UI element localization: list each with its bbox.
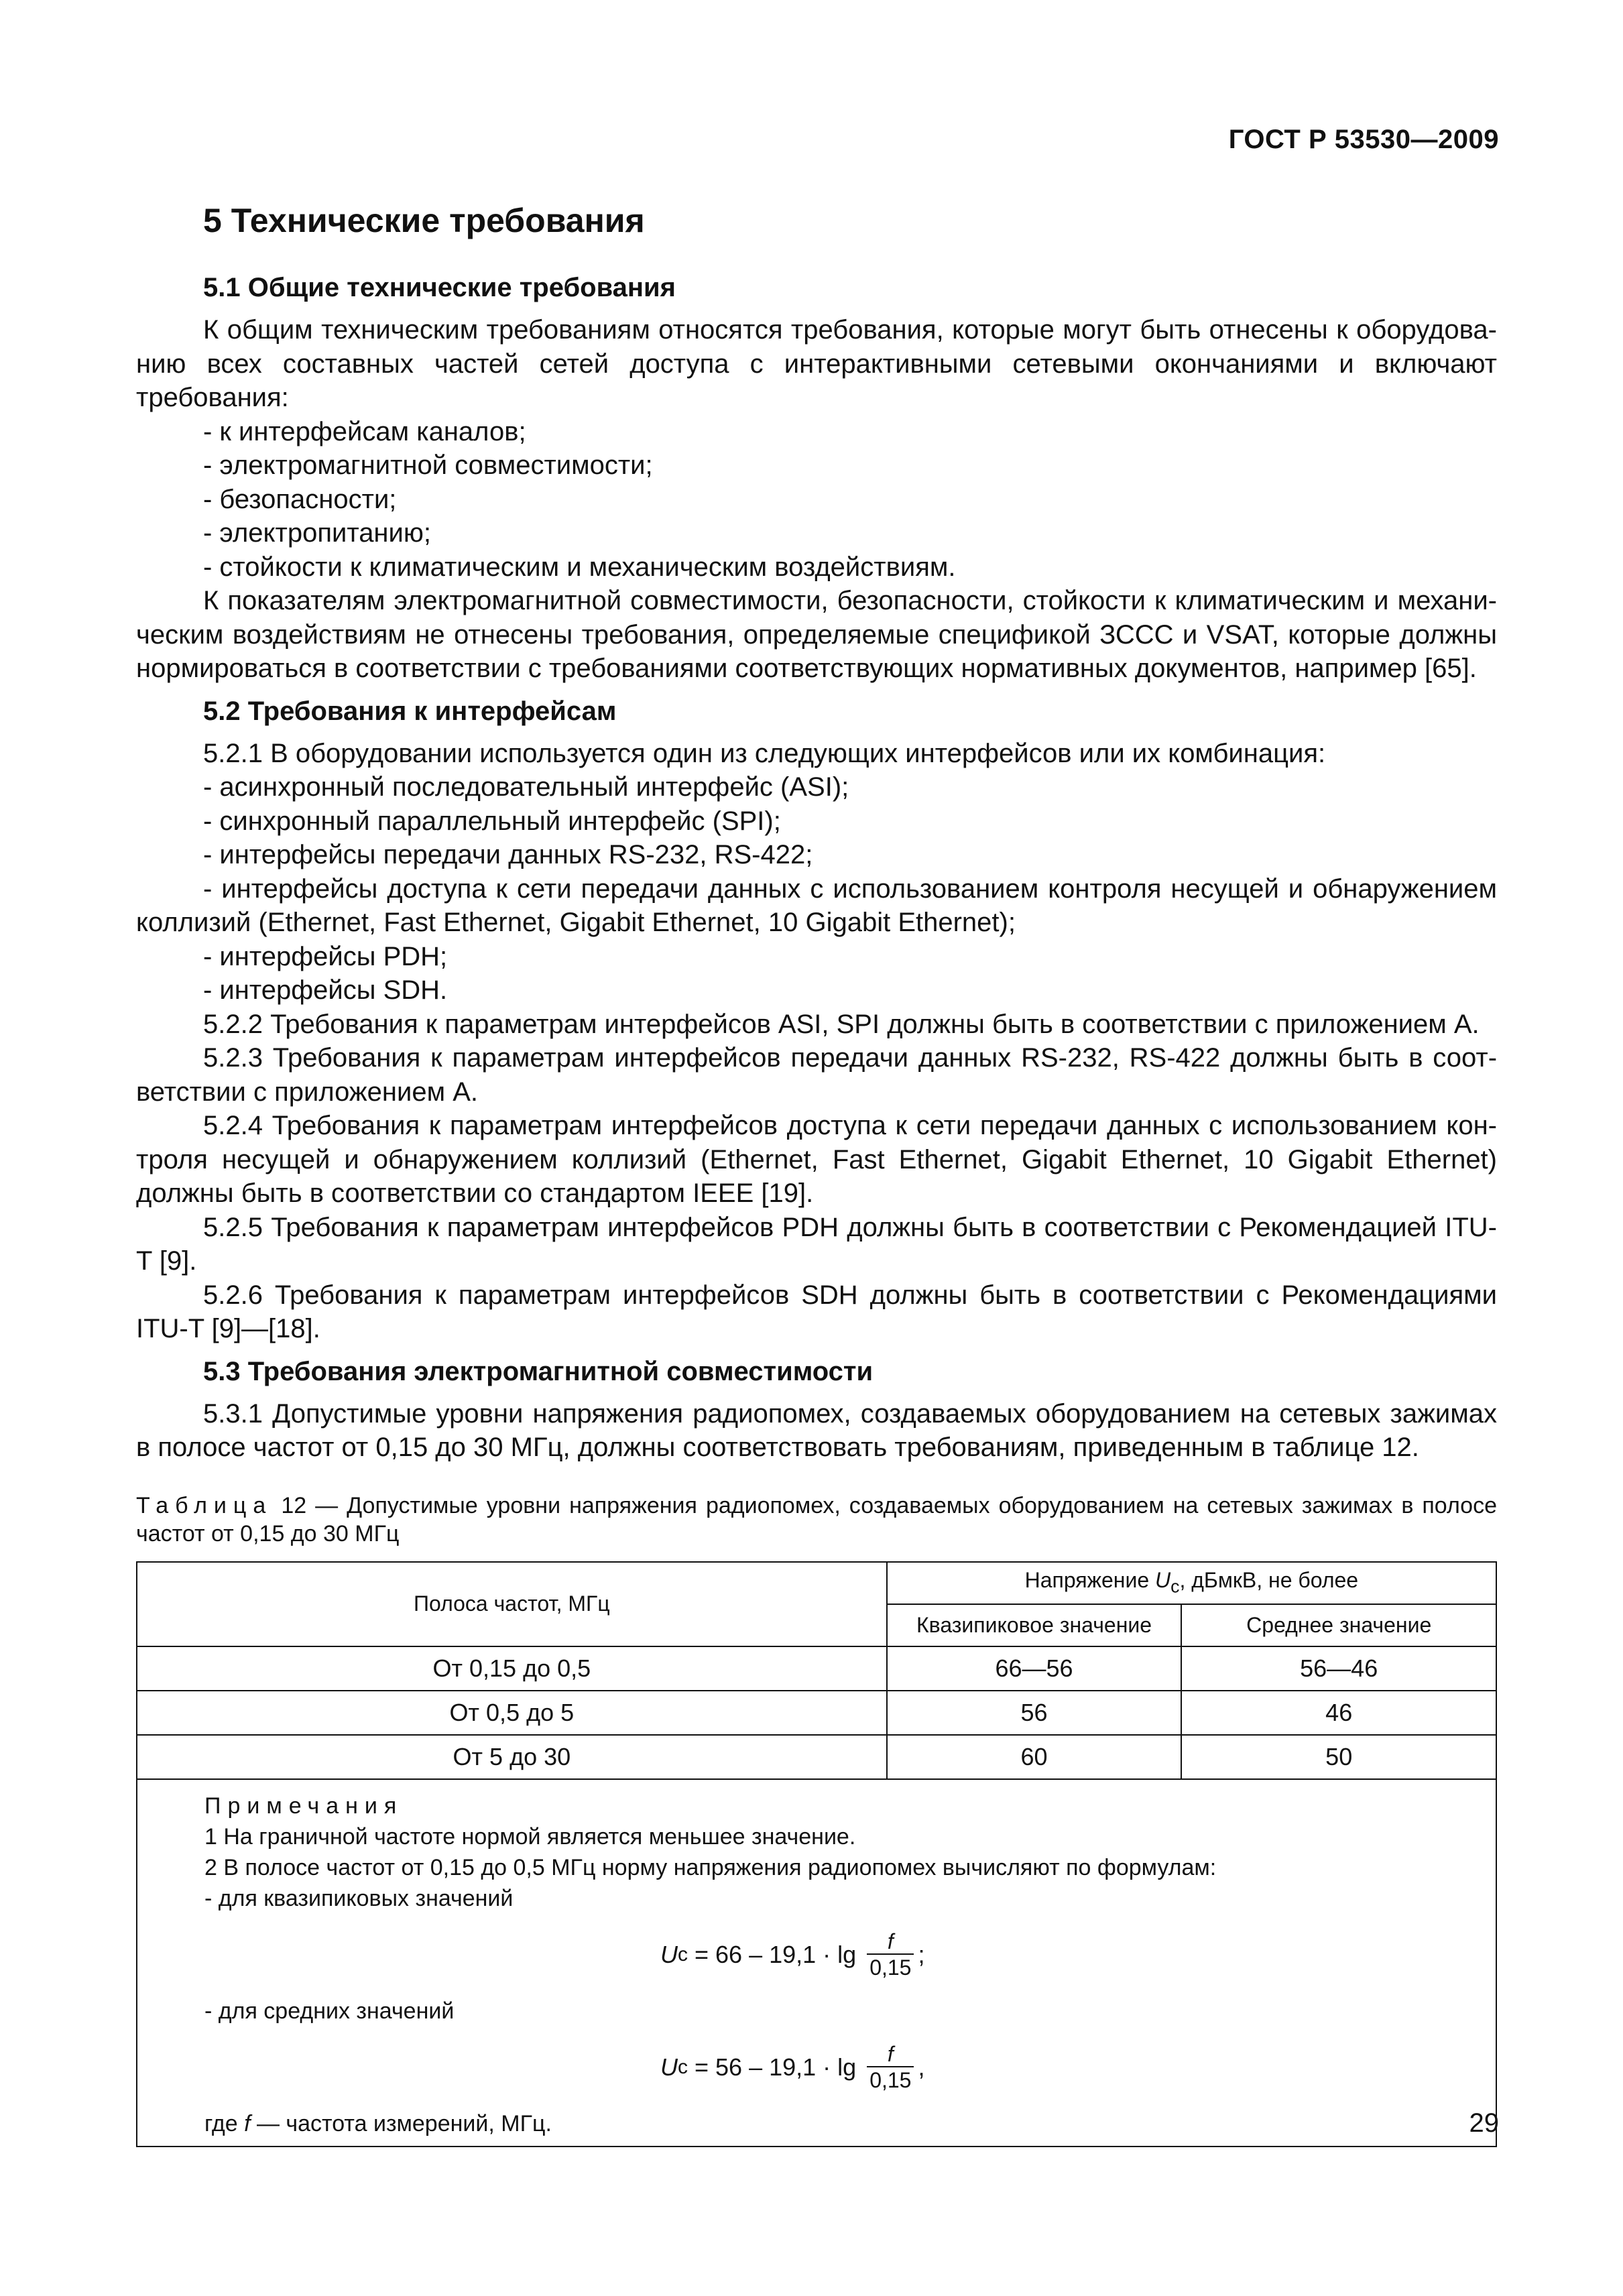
subsection-title-5-2: 5.2 Требования к интерфейсам bbox=[203, 696, 617, 726]
standard-code: ГОСТ Р 53530—2009 bbox=[1228, 125, 1499, 154]
note-2: 2 В полосе частот от 0,15 до 0,5 МГц норму напряжения радиопомех вычисляют по формулам: bbox=[204, 1854, 1217, 1880]
list-item: - стойкости к климатическим и механическим воздействиям. bbox=[203, 552, 956, 582]
cell-band: От 5 до 30 bbox=[137, 1735, 887, 1779]
fraction: $\frac{f}{0,15}$ bbox=[867, 1929, 914, 1980]
list-item: - электромагнитной совместимости; bbox=[203, 450, 653, 480]
where-clause: где f — частота измерений, МГц. bbox=[204, 2110, 552, 2136]
table-notes bbox=[137, 1779, 1496, 2147]
table-caption-label: Таблица bbox=[136, 1492, 273, 1518]
emission-limits-table bbox=[136, 1561, 1497, 2147]
header-quasi-peak: Квазипиковое значение bbox=[887, 1604, 1182, 1646]
paragraph-5-2-3: 5.2.3 Требования к параметрам интерфейсов передачи данных RS-232, RS-422 должны быть в соответствии с приложением А. bbox=[136, 1043, 1498, 1107]
quasi-peak-label: - для квазипиковых значений bbox=[204, 1885, 514, 1911]
list-item: - электропитанию; bbox=[203, 518, 431, 548]
note-1: 1 На граничной частоте нормой является меньшее значение. bbox=[204, 1823, 856, 1850]
cell-quasi: 60 bbox=[887, 1735, 1182, 1779]
list-item: - интерфейсы передачи данных RS-232, RS-422; bbox=[203, 840, 813, 869]
page-number: 29 bbox=[1469, 2108, 1499, 2138]
table-caption-text: 12 — Допустимые уровни напряжения радиопомех, создаваемых оборудованием на сетевых зажимах в полосе частот от 0,15 до 30 МГц bbox=[136, 1492, 1497, 1547]
cell-avg: 56—46 bbox=[1181, 1646, 1496, 1691]
cell-avg: 50 bbox=[1181, 1735, 1496, 1779]
paragraph-5-3-1: 5.3.1 Допустимые уровни напряжения радиопомех, создаваемых оборудованием на сетевых зажимах в полосе частот от 0,15 до 30 МГц, должны соответствовать требованиям, приведенным в таблице 12. bbox=[136, 1398, 1497, 1462]
fraction: $\frac{f}{0,15}$ bbox=[867, 2042, 914, 2093]
table-row bbox=[137, 1691, 1496, 1735]
list-item: - асинхронный последовательный интерфейс (ASI); bbox=[203, 772, 849, 802]
paragraph-5-2-5: 5.2.5 Требования к параметрам интерфейсов PDH должны быть в соответствии с Рекомендацией ITU-T [9]. bbox=[136, 1212, 1497, 1276]
paragraph-5-1-intro: К общим техническим требованиям относятся требования, которые могут быть отнесены к оборудованию всех составных частей сетей доступа с интерактивными сетевыми окончаниями и включают требования: bbox=[136, 315, 1497, 412]
formula-quasi-peak: U c = 66 – 19,1 · lg $\frac{f}{0,15}$ ; bbox=[660, 1929, 925, 1980]
list-item: - к интерфейсам каналов; bbox=[203, 416, 526, 446]
notes-title: Примечания bbox=[204, 1793, 404, 1819]
average-label: - для средних значений bbox=[204, 1998, 455, 2024]
cell-band: От 0,5 до 5 bbox=[137, 1691, 887, 1735]
cell-quasi: 56 bbox=[887, 1691, 1182, 1735]
paragraph-5-2-2: 5.2.2 Требования к параметрам интерфейсов ASI, SPI должны быть в соответствии с приложением А. bbox=[203, 1009, 1480, 1039]
table-row bbox=[137, 1735, 1496, 1779]
paragraph-5-2-4: 5.2.4 Требования к параметрам интерфейсов доступа к сети передачи данных с использованием контроля несущей и обнаружением коллизий (Ethernet, Fast Ethernet, Gigabit Ethernet, 10 Gigabit Ethernet) должны быть в соответствии со стандартом IEEE [19]. bbox=[136, 1111, 1497, 1208]
cell-band: От 0,15 до 0,5 bbox=[137, 1646, 887, 1691]
header-voltage: Напряжение $U_c$, дБмкВ, не более bbox=[887, 1562, 1496, 1604]
list-item-ethernet: - интерфейсы доступа к сети передачи данных с использованием контроля несущей и обнаружением коллизий (Ethernet, Fast Ethernet, Gigabit Ethernet, 10 Gigabit Ethernet); bbox=[136, 873, 1497, 937]
list-item: - синхронный параллельный интерфейс (SPI); bbox=[203, 806, 781, 836]
table-caption bbox=[136, 1492, 1497, 1548]
list-item: - интерфейсы PDH; bbox=[203, 941, 448, 971]
paragraph-5-1-note: К показателям электромагнитной совместимости, безопасности, стойкости к климатическим и механическим воздействиям не отнесены требования, определяемые спецификой ЗССС и VSAT, которые должны нормироваться в соответствии с требованиями соответствующих нормативных документов, например [65]. bbox=[136, 586, 1497, 683]
paragraph-5-2-6: 5.2.6 Требования к параметрам интерфейсов SDH должны быть в соответствии с Рекомендациями ITU-T [9]—[18]. bbox=[136, 1280, 1497, 1343]
list-item: - интерфейсы SDH. bbox=[203, 975, 448, 1005]
page-content bbox=[136, 202, 1497, 2147]
cell-avg: 46 bbox=[1181, 1691, 1496, 1735]
header-average: Среднее значение bbox=[1181, 1604, 1496, 1646]
formula-average: U c = 56 – 19,1 · lg $\frac{f}{0,15}$ , bbox=[660, 2041, 925, 2092]
cell-quasi: 66—56 bbox=[887, 1646, 1182, 1691]
subsection-title-5-3: 5.3 Требования электромагнитной совместимости bbox=[203, 1356, 874, 1386]
table-row bbox=[137, 1646, 1496, 1691]
section-title: 5 Технические требования bbox=[203, 202, 645, 239]
subsection-title-5-1: 5.1 Общие технические требования bbox=[203, 273, 676, 302]
header-band: Полоса частот, МГц bbox=[137, 1562, 887, 1646]
paragraph-5-2-1: 5.2.1 В оборудовании используется один из следующих интерфейсов или их комбинация: bbox=[203, 738, 1326, 768]
list-item: - безопасности; bbox=[203, 484, 397, 514]
